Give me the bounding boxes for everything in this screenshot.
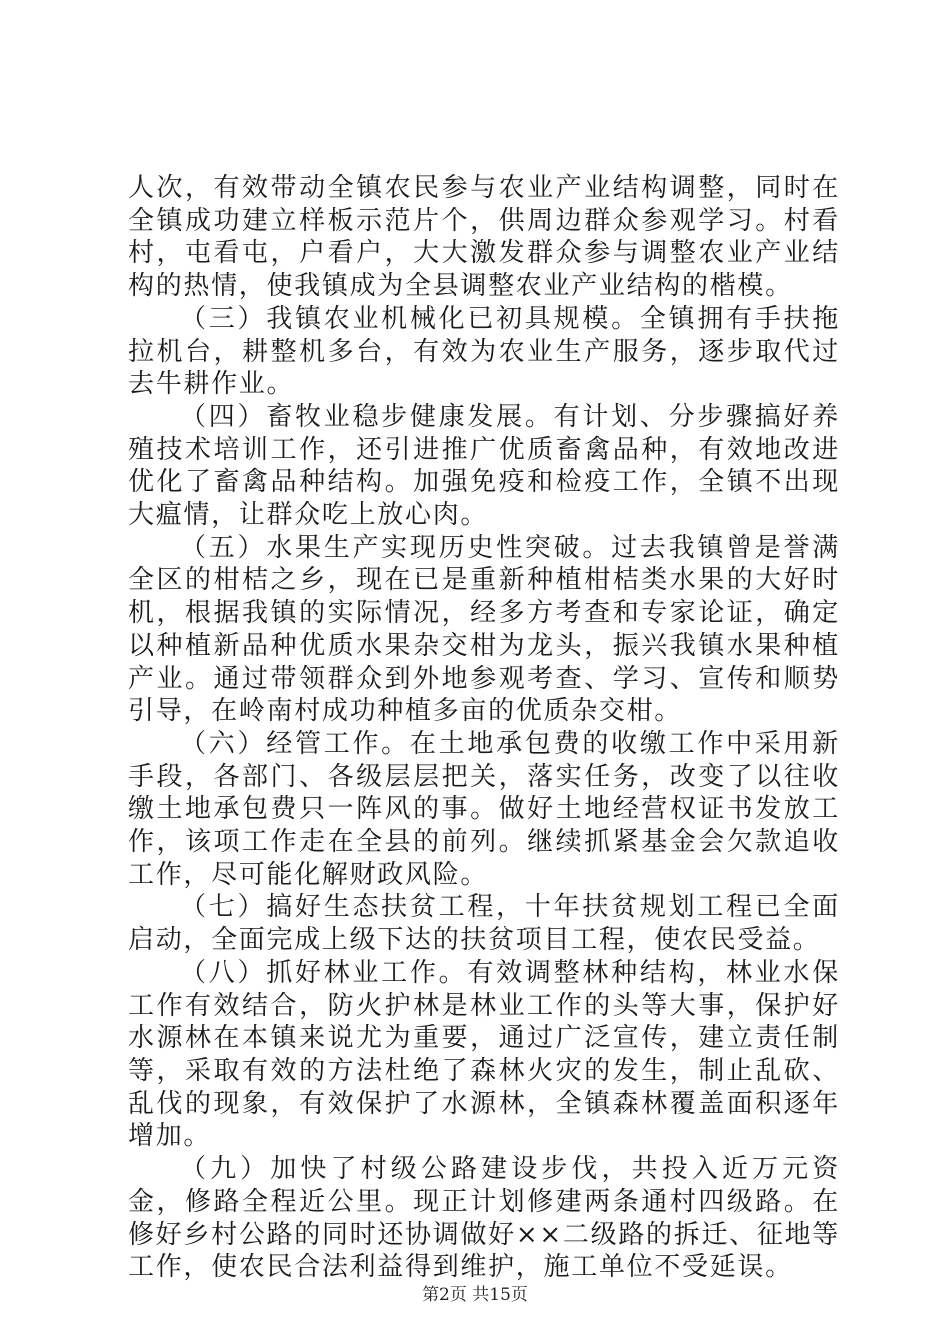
paragraph-section-7: （七）搞好生态扶贫工程，十年扶贫规划工程已全面启动，全面完成上级下达的扶贫项目工程，使农民受益。: [128, 892, 840, 956]
paragraph-section-3: （三）我镇农业机械化已初具规模。全镇拥有手扶拖拉机台，耕整机多台，有效为农业生产服务，逐步取代过去牛耕作业。: [128, 303, 840, 400]
document-body: [128, 172, 840, 1284]
paragraph-section-6: （六）经管工作。在土地承包费的收缴工作中采用新手段，各部门、各级层层把关，落实任务，改变了以往收缴土地承包费只一阵风的事。做好土地经营权证书发放工作，该项工作走在全县的前列。继续抓紧基金会欠款追收工作，尽可能化解财政风险。: [128, 728, 840, 890]
paragraph-section-5: （五）水果生产实现历史性突破。过去我镇曾是誉满全区的柑桔之乡，现在已是重新种植柑桔类水果的大好时机，根据我镇的实际情况，经多方考查和专家论证，确定以种植新品种优质水果杂交柑为龙头，振兴我镇水果种植产业。通过带领群众到外地参观考查、学习、宣传和顺势引导，在岭南村成功种植多亩的优质杂交柑。: [128, 532, 840, 727]
page-number-footer: 第2页 共15页: [422, 1285, 528, 1305]
paragraph-section-4: （四）畜牧业稳步健康发展。有计划、分步骤搞好养殖技术培训工作，还引进推广优质畜禽品种，有效地改进优化了畜禽品种结构。加强免疫和检疫工作，全镇不出现大瘟情，让群众吃上放心肉。: [128, 401, 840, 531]
paragraph-continuation: 人次，有效带动全镇农民参与农业产业结构调整，同时在全镇成功建立样板示范片个，供周边群众参观学习。村看村，屯看屯，户看户，大大激发群众参与调整农业产业结构的热情，使我镇成为全县调整农业产业结构的楷模。: [128, 173, 840, 302]
paragraph-section-8: （八）抓好林业工作。有效调整林种结构，林业水保工作有效结合，防火护林是林业工作的头等大事，保护好水源林在本镇来说尤为重要，通过广泛宣传，建立责任制等，采取有效的方法杜绝了森林火灾的发生，制止乱砍、乱伐的现象，有效保护了水源林，全镇森林覆盖面积逐年增加。: [128, 957, 840, 1152]
paragraph-section-9: （九）加快了村级公路建设步伐，共投入近万元资金，修路全程近公里。现正计划修建两条通村四级路。在修好乡村公路的同时还协调做好××二级路的拆迁、征地等工作，使农民合法利益得到维护，施工单位不受延误。: [128, 1154, 840, 1283]
